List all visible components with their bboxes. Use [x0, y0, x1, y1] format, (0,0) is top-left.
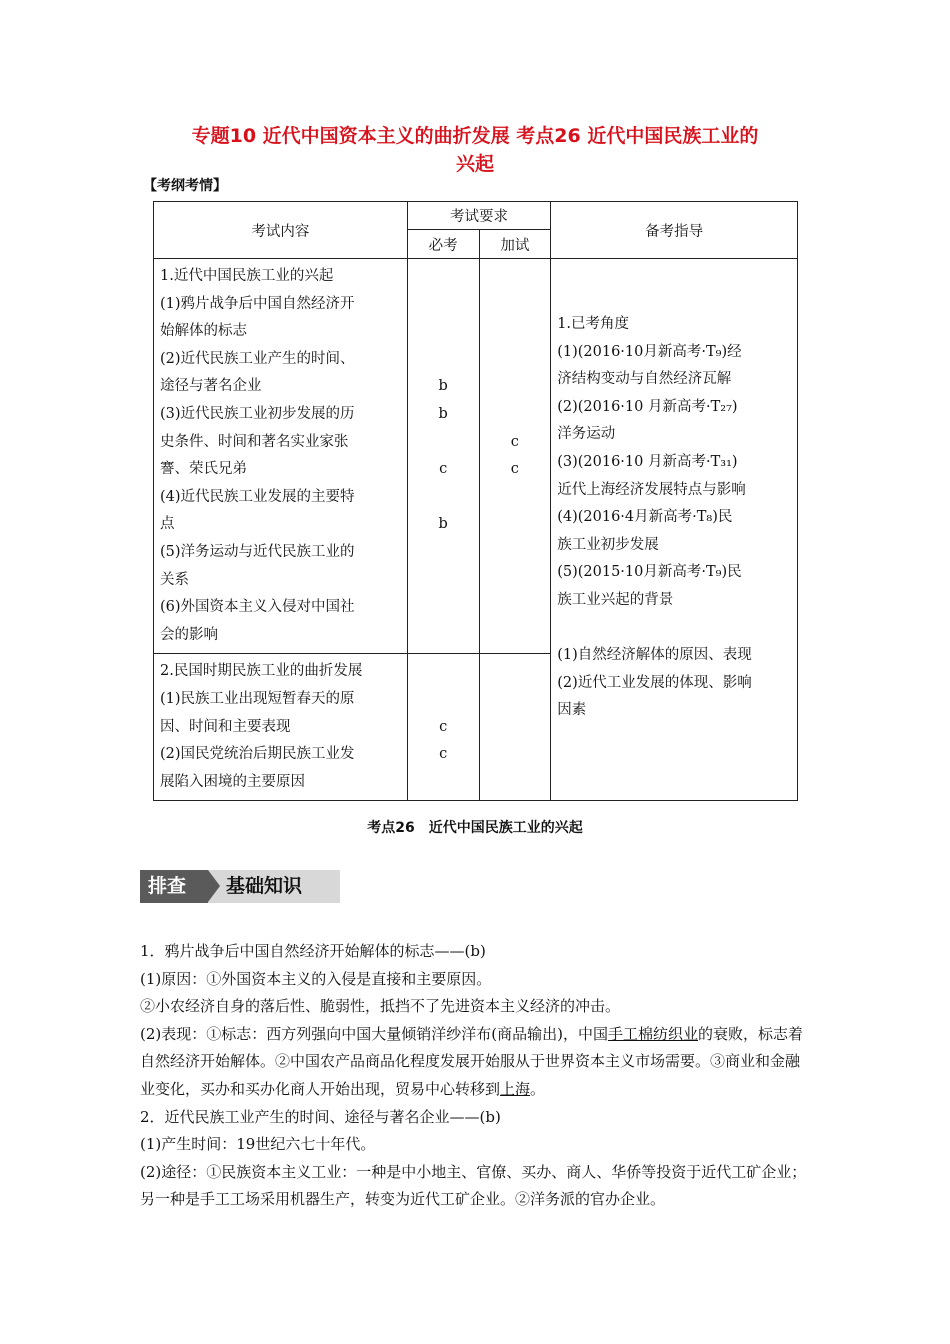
- grade-value: b: [438, 516, 448, 533]
- grade-value: b: [438, 405, 448, 422]
- body-text: [140, 938, 812, 1214]
- banner-arrow-icon: [208, 870, 220, 902]
- content-line: 会的影响: [160, 626, 218, 643]
- content-line: (5)洋务运动与近代民族工业的: [160, 543, 355, 560]
- paragraph: 1．鸦片战争后中国自然经济开始解体的标志——(b): [140, 942, 486, 960]
- block2-required: [407, 654, 479, 801]
- guide-line: 因素: [557, 702, 587, 719]
- guide-line: (1)自然经济解体的原因、表现: [557, 647, 752, 664]
- text-run: (2)表现：①标志：西方列强向中国大量倾销洋纱洋布(商品输出)，中国: [140, 1024, 608, 1043]
- content-line: 途径与著名企业: [160, 378, 262, 395]
- content-line: 1.近代中国民族工业的兴起: [160, 268, 334, 284]
- header-requirement: 考试要求: [407, 202, 550, 230]
- header-required: 必考: [407, 230, 479, 259]
- content-line: 謇、荣氏兄弟: [160, 461, 247, 478]
- content-line: (2)近代民族工业产生的时间、: [160, 350, 355, 367]
- paragraph: (1)产生时间：19世纪六七十年代。: [140, 1135, 376, 1154]
- section-heading: 考点26 近代中国民族工业的兴起: [367, 820, 583, 836]
- paragraph: ②小农经济自身的落后性、脆弱性，抵挡不了先进资本主义经济的冲击。: [140, 997, 621, 1016]
- guide-line: 族工业初步发展: [557, 536, 659, 553]
- content-line: 点: [160, 516, 175, 533]
- content-line: 展陷入困境的主要原因: [160, 773, 305, 790]
- underlined-term: 手工棉纺织业: [607, 1024, 698, 1043]
- banner-light-label: 基础知识: [226, 875, 303, 897]
- header-content: 考试内容: [154, 202, 408, 259]
- banner-dark-label: 排查: [140, 870, 208, 903]
- grade-value: c: [510, 461, 519, 478]
- content-line: 2.民国时期民族工业的曲折发展: [160, 663, 363, 680]
- underlined-term: 上海: [500, 1079, 531, 1098]
- paragraph: (2)途径：①民族资本主义工业：一种是中小地主、官僚、买办、商人、华侨等投资于近代工矿企业；另一种是手工工场采用机器生产，转变为近代工矿企业。②洋务派的官办企业。: [140, 1162, 807, 1209]
- block2-content: [154, 654, 408, 801]
- content-line: 因、时间和主要表现: [160, 718, 291, 735]
- grade-value: c: [439, 746, 448, 763]
- title-line-1: 专题10 近代中国资本主义的曲折发展 考点26 近代中国民族工业的: [191, 125, 759, 147]
- guide-line: 1.已考角度: [557, 316, 630, 332]
- header-extra: 加试: [479, 230, 551, 259]
- paragraph: [140, 1021, 812, 1104]
- block1-content: [154, 259, 408, 654]
- title-line-2: 兴起: [455, 153, 494, 175]
- section-banner: [140, 870, 340, 903]
- section-label: 【考纲考情】: [143, 178, 227, 194]
- exam-outline-table: [153, 201, 798, 801]
- content-line: 史条件、时间和著名实业家张: [160, 433, 349, 450]
- guide-line: (1)(2016·10月新高考·T₉)经: [557, 343, 742, 360]
- guide-line: (2)(2016·10 月新高考·T₂₇): [557, 398, 738, 415]
- text-run: 的衰败，标志着自然经济开始解体。②中国农产品商品化程度发展开始服从于世界资本主义市场需要。③商业和金融业变化，买办和买办化商人开始出现，贸易中心转移到: [140, 1024, 803, 1098]
- guide-line: [557, 615, 791, 643]
- paragraph: 2．近代民族工业产生的时间、途径与著名企业——(b): [140, 1107, 501, 1126]
- guide-line: 济结构变动与自然经济瓦解: [557, 371, 732, 388]
- guide-line: (4)(2016·4月新高考·T₈)民: [557, 509, 733, 526]
- block1-required: [407, 259, 479, 654]
- guide-line: 近代上海经济发展特点与影响: [557, 481, 746, 498]
- document-title: [110, 122, 840, 178]
- grade-value: c: [439, 461, 448, 478]
- content-line: 始解体的标志: [160, 323, 247, 340]
- grade-value: b: [438, 378, 448, 395]
- content-line: (3)近代民族工业初步发展的历: [160, 405, 355, 422]
- content-line: 关系: [160, 571, 189, 588]
- paragraph: (1)原因：①外国资本主义的入侵是直接和主要原因。: [140, 969, 492, 988]
- guide-line: 洋务运动: [557, 426, 616, 443]
- block2-extra: [479, 654, 551, 801]
- header-guide: 备考指导: [551, 202, 798, 259]
- guide-line: 族工业兴起的背景: [557, 591, 674, 608]
- content-line: (2)国民党统治后期民族工业发: [160, 746, 355, 763]
- guide-line: (2)近代工业发展的体现、影响: [557, 674, 752, 691]
- guide-line: (5)(2015·10月新高考·T₉)民: [557, 564, 742, 581]
- content-line: (1)鸦片战争后中国自然经济开: [160, 295, 355, 312]
- guide-cell: [551, 259, 798, 801]
- content-line: (6)外国资本主义入侵对中国社: [160, 599, 355, 616]
- grade-value: c: [439, 718, 448, 735]
- text-run: 。: [530, 1079, 546, 1098]
- content-line: (1)民族工业出现短暂春天的原: [160, 690, 355, 707]
- content-line: (4)近代民族工业发展的主要特: [160, 488, 355, 505]
- guide-line: (3)(2016·10 月新高考·T₃₁): [557, 453, 738, 470]
- grade-value: c: [510, 433, 519, 450]
- block1-extra: [479, 259, 551, 654]
